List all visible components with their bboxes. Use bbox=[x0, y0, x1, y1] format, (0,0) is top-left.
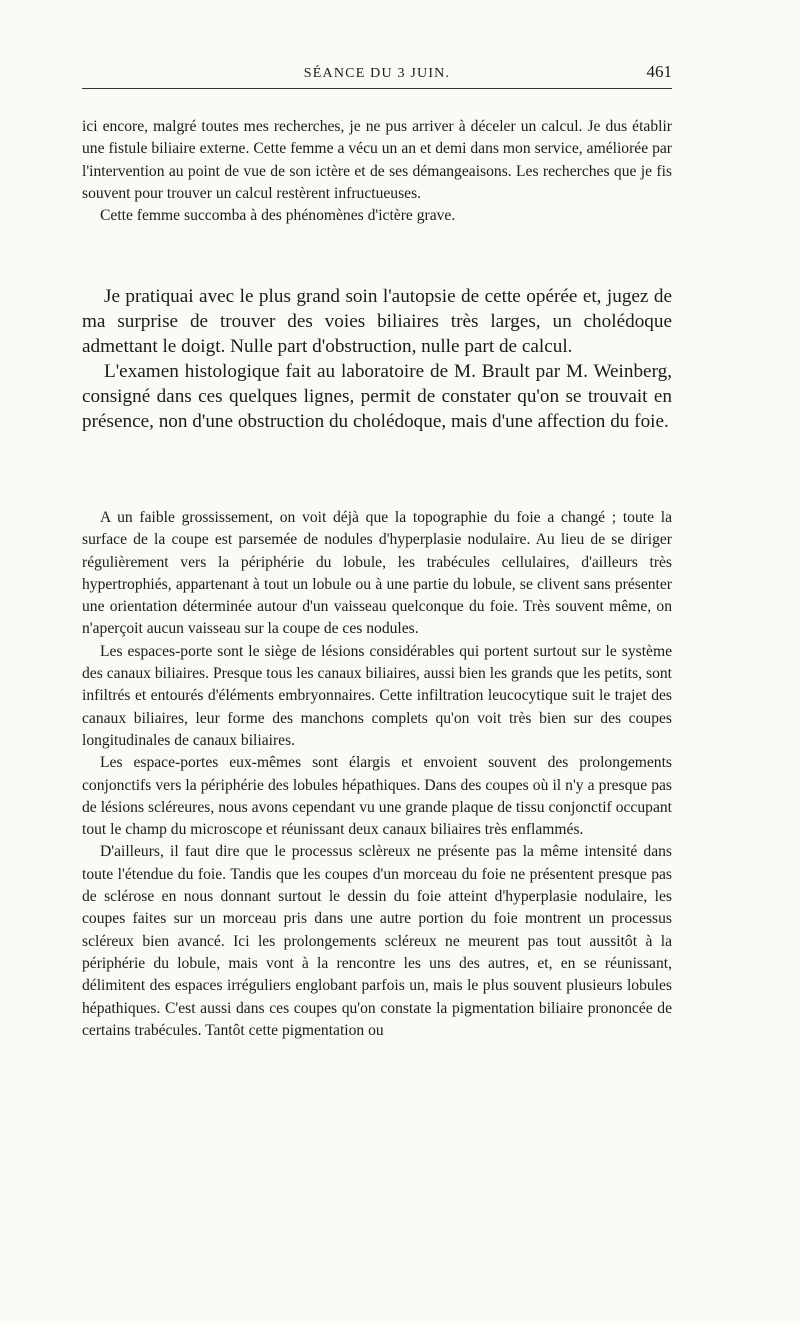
paragraph: A un faible grossissement, on voit déjà que la topographie du foie a changé ; toute la surface de la coupe est parsemée de nodules d'hyperplasie nodulaire. Au lieu de se diriger régulièrement vers la périphérie du lobule, les trabécules cellulaires, d'ailleurs très hypertrophiés, appartenant à tout un lobule ou à une partie du lobule, se clivent sans présenter une orientation déterminée autour d'un vaisseau quelconque du foie. Très souvent même, on n'aperçoit aucun vaisseau sur la coupe de ces nodules. bbox=[82, 509, 672, 638]
paragraph: L'examen histologique fait au laboratoire de M. Brault par M. Weinberg, consigné dans ces quelques lignes, permit de constater qu'on se trouvait en présence, non d'une obstruction du cholédoque, mais d'une affection du foie. bbox=[82, 361, 672, 432]
paragraph: Les espaces-porte sont le siège de lésions considérables qui portent surtout sur le système des canaux biliaires. Presque tous les canaux biliaires, aussi bien les grands que les petits, sont infiltrés et entourés d'éléments embryonnaires. Cette infiltration leucocytique suit le trajet des canaux biliaires, leur forme des manchons complets qu'on voit très bien sur des coupes longitudinales de canaux biliaires. bbox=[82, 642, 672, 749]
paragraph: Je pratiquai avec le plus grand soin l'autopsie de cette opérée et, jugez de ma surprise de trouver des voies biliaires très larges, un cholédoque admettant le doigt. Nulle part d'obstruction, nulle part de calcul. bbox=[82, 286, 672, 357]
histology-report-block bbox=[82, 507, 672, 1042]
page-header bbox=[82, 62, 672, 89]
autopsy-text-block bbox=[82, 284, 672, 434]
paragraph: Cette femme succomba à des phénomènes d'ictère grave. bbox=[100, 207, 456, 225]
opening-text-block bbox=[82, 116, 672, 227]
page-number: 461 bbox=[646, 62, 672, 81]
running-title: SÉANCE DU 3 JUIN. bbox=[303, 66, 451, 81]
paragraph: D'ailleurs, il faut dire que le processus sclèreux ne présente pas la même intensité dans toute l'étendue du foie. Tandis que les coupes d'un morceau du foie ne présentent presque pas de sclérose en nous donnant surtout le dessin du foie atteint d'hyperplasie nodulaire, les coupes faites sur un morceau pris dans une autre portion du foie montrent un processus scléreux bien avancé. Ici les prolongements scléreux ne meurent pas tout aussitôt à la périphérie du lobule, mais vont à la rencontre les uns des autres, et, en se réunissant, délimitent des espaces irréguliers englobant parfois un, mais le plus souvent plusieurs lobules hépathiques. C'est aussi dans ces coupes qu'on constate la pigmentation biliaire prononcée de certains trabécules. Tantôt cette pigmentation ou bbox=[82, 843, 672, 1039]
paragraph: Les espace-portes eux-mêmes sont élargis et envoient souvent des prolongements conjonctifs vers la périphérie des lobules hépathiques. Dans des coupes où il n'y a presque pas de lésions scléreures, nous avons cependant vu une grande plaque de tissu conjonctif occupant tout le champ du microscope et réunissant deux canaux biliaires très enflammés. bbox=[82, 754, 672, 839]
paragraph: ici encore, malgré toutes mes recherches, je ne pus arriver à déceler un calcul. Je dus établir une fistule biliaire externe. Cette femme a vécu un an et demi dans mon service, améliorée par l'intervention au point de vue de son ictère et de ses démangeaisons. Les recherches que je fis souvent pour trouver un calcul restèrent infructueuses. bbox=[82, 118, 672, 202]
